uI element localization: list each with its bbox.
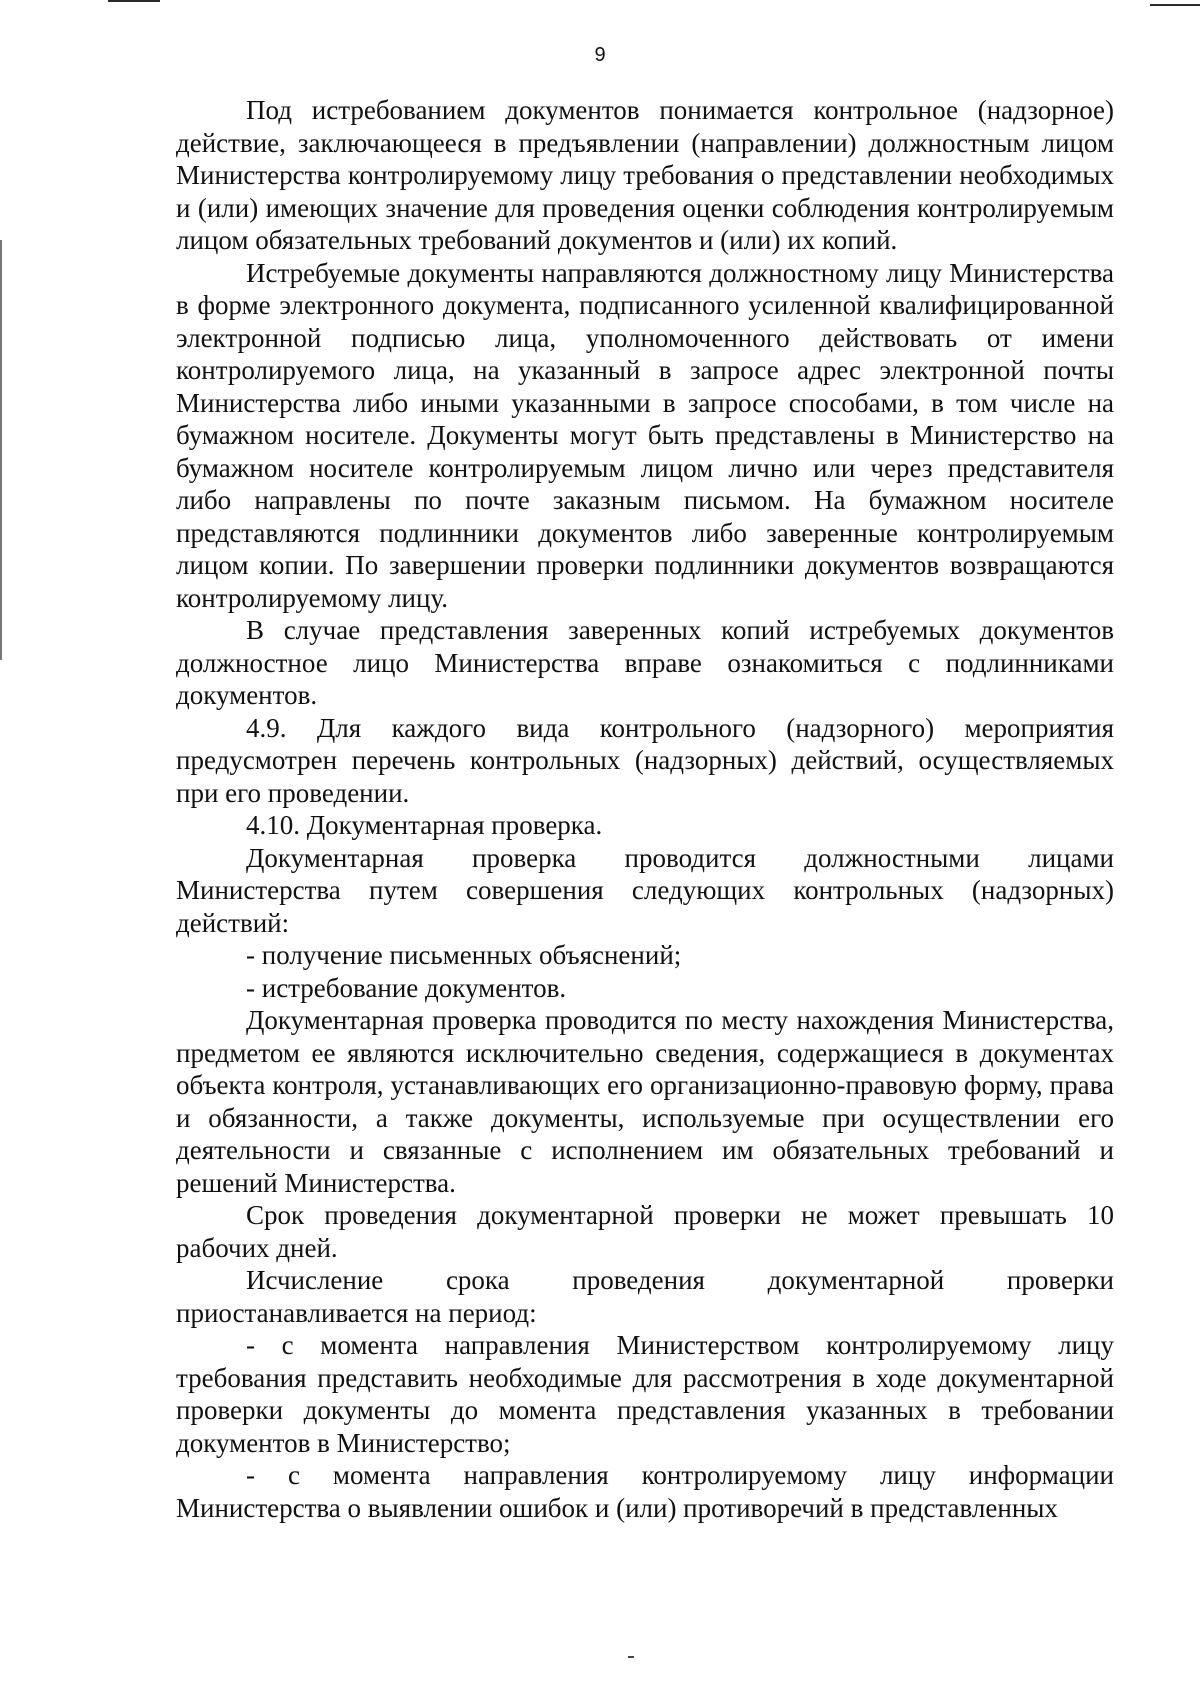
list-item-document-request: - истребование документов. [246, 972, 567, 1003]
list-item-written-explanations: - получение письменных объяснений; [246, 940, 682, 970]
paragraph-document-request-definition: Под истребованием документов понимается контрольное (надзорное) действие, заключающееся в предъявлении (направлении) должностным лицом Министерства контролируемому лицу требования о представлении необходимых и (или) имеющих значение для проведения оценки соблюдения контролируемым лицом обязательных требований документов и (или) их копий. [176, 95, 1114, 255]
paragraph-4-10-heading: 4.10. Документарная проверка. [246, 810, 603, 840]
scan-dot-mark [628, 1656, 634, 1658]
paragraph-check-duration: Срок проведения документарной проверки не может превышать 10 рабочих дней. [176, 1200, 1114, 1263]
paragraph-certified-copies: В случае представления заверенных копий истребуемых документов должностное лицо Министерства вправе ознакомиться с подлинниками документов. [176, 615, 1114, 710]
paragraph-term-suspension: Исчисление срока проведения документарной проверки приостанавливается на период: [176, 1265, 1114, 1328]
document-body [176, 94, 1114, 1524]
page-number: 9 [594, 44, 606, 66]
list-item-suspension-request: - с момента направления Министерством контролируемому лицу требования представить необходимые для рассмотрения в ходе документарной проверки документы до момента представления указанных в требовании документов в Министерство; [176, 1330, 1114, 1458]
scan-edge-mark-top-right [1150, 4, 1200, 6]
scan-edge-mark-top-left [108, 0, 160, 2]
paragraph-4-9: 4.9. Для каждого вида контрольного (надзорного) мероприятия предусмотрен перечень контрольных (надзорных) действий, осуществляемых при его проведении. [176, 712, 1114, 808]
paragraph-document-check-subject: Документарная проверка проводится по месту нахождения Министерства, предметом ее являются исключительно сведения, содержащиеся в документах объекта контроля, устанавливающих его организационно-правовую форму, права и обязанности, а также документы, используемые при осуществлении его деятельности и связанные с исполнением им обязательных требований и решений Министерства. [176, 1005, 1114, 1198]
list-item-suspension-errors: - с момента направления контролируемому лицу информации Министерства о выявлении ошибок и (или) противоречий в представленных [176, 1460, 1114, 1523]
scan-edge-mark-left [0, 240, 2, 660]
paragraph-document-submission: Истребуемые документы направляются должностному лицу Министерства в форме электронного документа, подписанного усиленной квалифицированной электронной подписью лица, уполномоченного действовать от имени контролируемого лица, на указанный в запросе адрес электронной почты Министерства либо иными указанными в запросе способами, в том числе на бумажном носителе. Документы могут быть представлены в Министерство на бумажном носителе контролируемым лицом лично или через представителя либо направлены по почте заказным письмом. На бумажном носителе представляются подлинники документов либо заверенные контролируемым лицом копии. По завершении проверки подлинники документов возвращаются контролируемому лицу. [176, 257, 1114, 613]
paragraph-document-check-actions: Документарная проверка проводится должностными лицами Министерства путем совершения следующих контрольных (надзорных) действий: [176, 842, 1114, 938]
